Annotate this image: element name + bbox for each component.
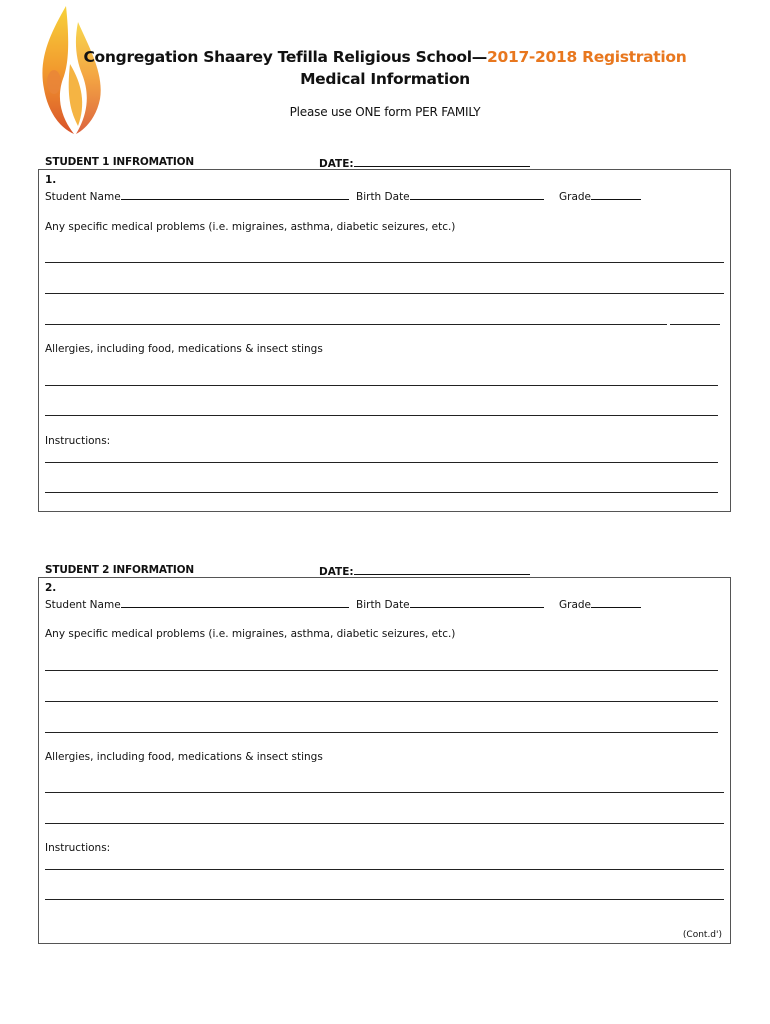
grade-label: Grade bbox=[559, 599, 592, 611]
form-subtitle: Please use ONE form PER FAMILY bbox=[289, 105, 481, 119]
medical-problems-label: Any specific medical problems (i.e. migraines, asthma, diabetic seizures, etc.) bbox=[45, 628, 456, 640]
student-2-date-field[interactable] bbox=[319, 564, 530, 578]
allergies-line[interactable] bbox=[45, 415, 718, 416]
instructions-line[interactable] bbox=[45, 899, 724, 900]
medical-line[interactable] bbox=[45, 701, 718, 702]
instructions-label: Instructions: bbox=[45, 435, 111, 447]
form-title bbox=[0, 46, 770, 90]
medical-line[interactable] bbox=[45, 262, 724, 263]
medical-line[interactable] bbox=[45, 293, 724, 294]
student-1-info-row bbox=[45, 189, 641, 203]
student-name-label: Student Name bbox=[45, 191, 121, 203]
date-blank[interactable] bbox=[354, 564, 530, 575]
medical-line-end[interactable] bbox=[670, 324, 720, 325]
medical-line[interactable] bbox=[45, 670, 718, 671]
date-label: DATE: bbox=[319, 158, 354, 170]
allergies-label: Allergies, including food, medications & insect stings bbox=[45, 343, 323, 355]
title-accent: 2017-2018 Registration bbox=[486, 48, 687, 66]
student-2-info-row bbox=[45, 597, 641, 611]
medical-problems-label: Any specific medical problems (i.e. migraines, asthma, diabetic seizures, etc.) bbox=[45, 221, 456, 233]
student-2-heading: STUDENT 2 INFORMATION bbox=[45, 564, 194, 576]
instructions-line[interactable] bbox=[45, 869, 724, 870]
student-2-number: 2. bbox=[45, 582, 57, 594]
date-blank[interactable] bbox=[354, 156, 530, 167]
title-line2: Medical Information bbox=[300, 70, 470, 88]
instructions-line[interactable] bbox=[45, 492, 718, 493]
instructions-label: Instructions: bbox=[45, 842, 111, 854]
student-1-date-field[interactable] bbox=[319, 156, 530, 170]
allergies-line[interactable] bbox=[45, 823, 724, 824]
continued-note: (Cont.d') bbox=[682, 930, 722, 940]
title-main: Congregation Shaarey Tefilla Religious School— bbox=[83, 48, 487, 66]
date-label: DATE: bbox=[319, 566, 354, 578]
birth-date-field[interactable] bbox=[410, 189, 544, 200]
medical-line[interactable] bbox=[45, 732, 718, 733]
medical-line[interactable] bbox=[45, 324, 667, 325]
grade-label: Grade bbox=[559, 191, 592, 203]
allergies-line[interactable] bbox=[45, 385, 718, 386]
birth-date-label: Birth Date bbox=[356, 599, 410, 611]
grade-field[interactable] bbox=[591, 597, 641, 608]
student-name-label: Student Name bbox=[45, 599, 121, 611]
student-1-heading: STUDENT 1 INFROMATION bbox=[45, 156, 194, 168]
student-1-number: 1. bbox=[45, 174, 57, 186]
student-name-field[interactable] bbox=[121, 597, 349, 608]
allergies-line[interactable] bbox=[45, 792, 724, 793]
grade-field[interactable] bbox=[591, 189, 641, 200]
student-name-field[interactable] bbox=[121, 189, 349, 200]
birth-date-label: Birth Date bbox=[356, 191, 410, 203]
allergies-label: Allergies, including food, medications & insect stings bbox=[45, 751, 323, 763]
birth-date-field[interactable] bbox=[410, 597, 544, 608]
instructions-line[interactable] bbox=[45, 462, 718, 463]
